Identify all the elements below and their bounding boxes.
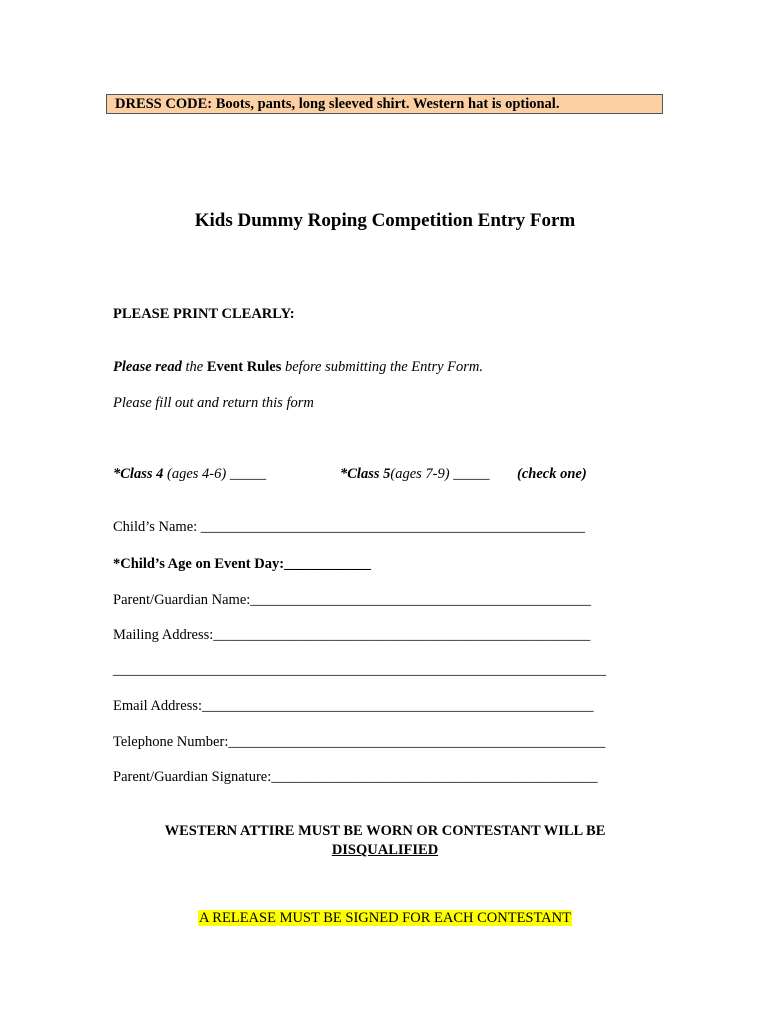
- guardian-name-field[interactable]: Parent/Guardian Name:_______________________________________________: [113, 592, 592, 608]
- print-clearly-heading: PLEASE PRINT CLEARLY:: [113, 306, 295, 322]
- read-rules-the: the: [181, 359, 207, 375]
- form-title: Kids Dummy Roping Competition Entry Form: [194, 210, 576, 231]
- read-rules-emphasis: Please read: [113, 359, 182, 375]
- event-rules-text: Event Rules: [206, 359, 282, 375]
- class5-ages: (ages 7-9) _____: [390, 466, 490, 482]
- read-rules-rest: before submitting the Entry Form.: [281, 359, 483, 375]
- release-notice: A RELEASE MUST BE SIGNED FOR EACH CONTESTANT: [199, 910, 571, 926]
- class4-label: *Class 4: [113, 466, 164, 482]
- class4-ages: (ages 4-6) _____: [163, 466, 267, 482]
- class4-option[interactable]: [113, 466, 266, 483]
- western-warning-line1: WESTERN ATTIRE MUST BE WORN OR CONTESTANT WILL BE: [164, 823, 606, 839]
- dress-code-banner: DRESS CODE: Boots, pants, long sleeved shirt. Western hat is optional.: [106, 94, 663, 114]
- mailing-address-field[interactable]: Mailing Address:____________________________________________________: [113, 627, 591, 643]
- childs-name-field[interactable]: Child’s Name: _____________________________________________________: [113, 519, 586, 535]
- read-rules-line: [113, 359, 483, 376]
- childs-age-field[interactable]: *Child’s Age on Event Day:____________: [113, 556, 372, 572]
- mailing-address-line2[interactable]: ____________________________________________________________________: [113, 662, 606, 678]
- class5-option[interactable]: [340, 466, 489, 483]
- check-one-note: (check one): [517, 466, 587, 482]
- signature-field[interactable]: Parent/Guardian Signature:_____________________________________________: [113, 769, 598, 785]
- email-field[interactable]: Email Address:______________________________________________________: [113, 698, 594, 714]
- class5-label: *Class 5: [340, 466, 391, 482]
- western-warning-line2: DISQUALIFIED: [331, 842, 439, 858]
- fill-out-instruction: Please fill out and return this form: [113, 395, 314, 411]
- release-notice-row: [0, 910, 770, 927]
- western-attire-warning: [100, 823, 670, 859]
- telephone-field[interactable]: Telephone Number:____________________________________________________: [113, 734, 606, 750]
